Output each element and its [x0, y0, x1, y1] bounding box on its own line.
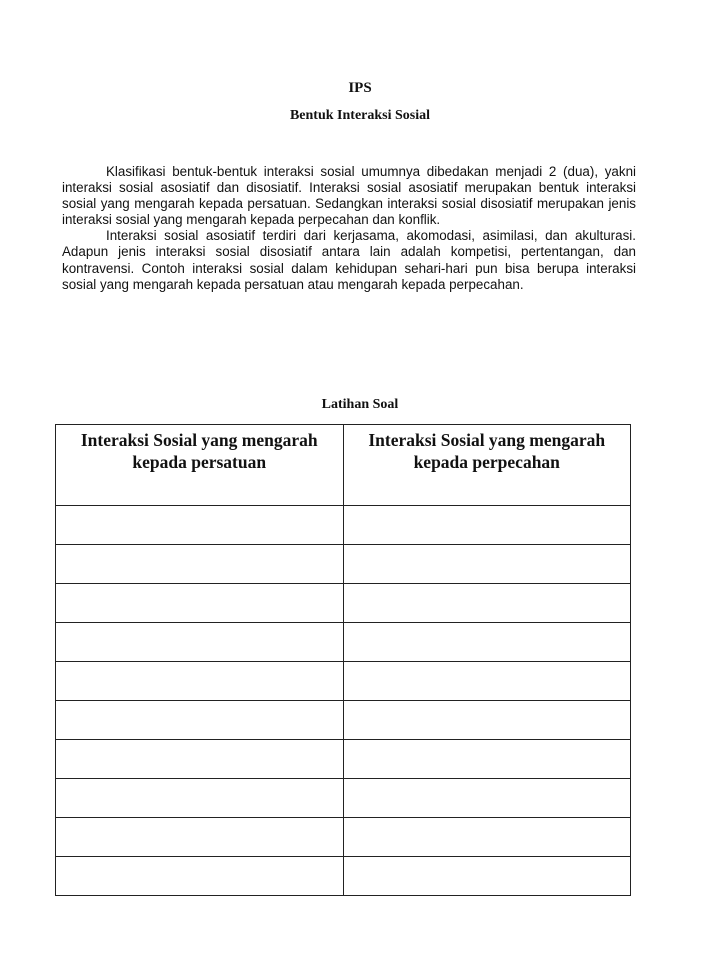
column-header-persatuan: Interaksi Sosial yang mengarah kepada persatuan — [56, 425, 344, 506]
answer-cell-persatuan[interactable] — [56, 779, 344, 818]
answer-table — [55, 424, 631, 896]
table-row — [56, 740, 631, 779]
paragraph: Interaksi sosial asosiatif terdiri dari kerjasama, akomodasi, asimilasi, dan akulturasi. Adapun jenis interaksi sosial disosiatif antara lain adalah kompetisi, pertentangan, dan kontravensi. Contoh interaksi sosial dalam kehidupan sehari-hari pun bisa berupa interaksi sosial yang mengarah kepada persatuan atau mengarah kepada perpecahan. — [62, 228, 636, 292]
table-row — [56, 623, 631, 662]
answer-table-body — [56, 506, 631, 896]
table-row — [56, 506, 631, 545]
answer-cell-perpecahan[interactable] — [343, 701, 631, 740]
answer-cell-persatuan[interactable] — [56, 545, 344, 584]
answer-cell-persatuan[interactable] — [56, 818, 344, 857]
answer-cell-persatuan[interactable] — [56, 740, 344, 779]
answer-cell-perpecahan[interactable] — [343, 662, 631, 701]
answer-cell-perpecahan[interactable] — [343, 584, 631, 623]
answer-cell-persatuan[interactable] — [56, 584, 344, 623]
table-row — [56, 545, 631, 584]
answer-cell-perpecahan[interactable] — [343, 857, 631, 896]
answer-cell-persatuan[interactable] — [56, 506, 344, 545]
answer-cell-perpecahan[interactable] — [343, 740, 631, 779]
answer-cell-perpecahan[interactable] — [343, 545, 631, 584]
paragraph: Klasifikasi bentuk-bentuk interaksi sosial umumnya dibedakan menjadi 2 (dua), yakni interaksi sosial asosiatif dan disosiatif. Interaksi sosial asosiatif merupakan bentuk interaksi sosial yang mengarah kepada persatuan. Sedangkan interaksi sosial disosiatif merupakan jenis interaksi sosial yang mengarah kepada perpecahan dan konflik. — [62, 164, 636, 228]
table-row — [56, 857, 631, 896]
answer-cell-persatuan[interactable] — [56, 662, 344, 701]
exercise-title: Latihan Soal — [321, 397, 399, 412]
answer-cell-perpecahan[interactable] — [343, 506, 631, 545]
topic-heading: Bentuk Interaksi Sosial — [289, 108, 431, 123]
answer-cell-persatuan[interactable] — [56, 623, 344, 662]
subject-heading: IPS — [348, 80, 372, 96]
answer-cell-perpecahan[interactable] — [343, 818, 631, 857]
column-header-perpecahan: Interaksi Sosial yang mengarah kepada perpecahan — [343, 425, 631, 506]
table-row — [56, 584, 631, 623]
table-row — [56, 701, 631, 740]
table-row — [56, 779, 631, 818]
table-row — [56, 818, 631, 857]
answer-cell-persatuan[interactable] — [56, 701, 344, 740]
answer-cell-perpecahan[interactable] — [343, 623, 631, 662]
table-row — [56, 662, 631, 701]
answer-cell-persatuan[interactable] — [56, 857, 344, 896]
answer-cell-perpecahan[interactable] — [343, 779, 631, 818]
body-text — [62, 164, 636, 293]
table-header-row — [56, 425, 631, 506]
